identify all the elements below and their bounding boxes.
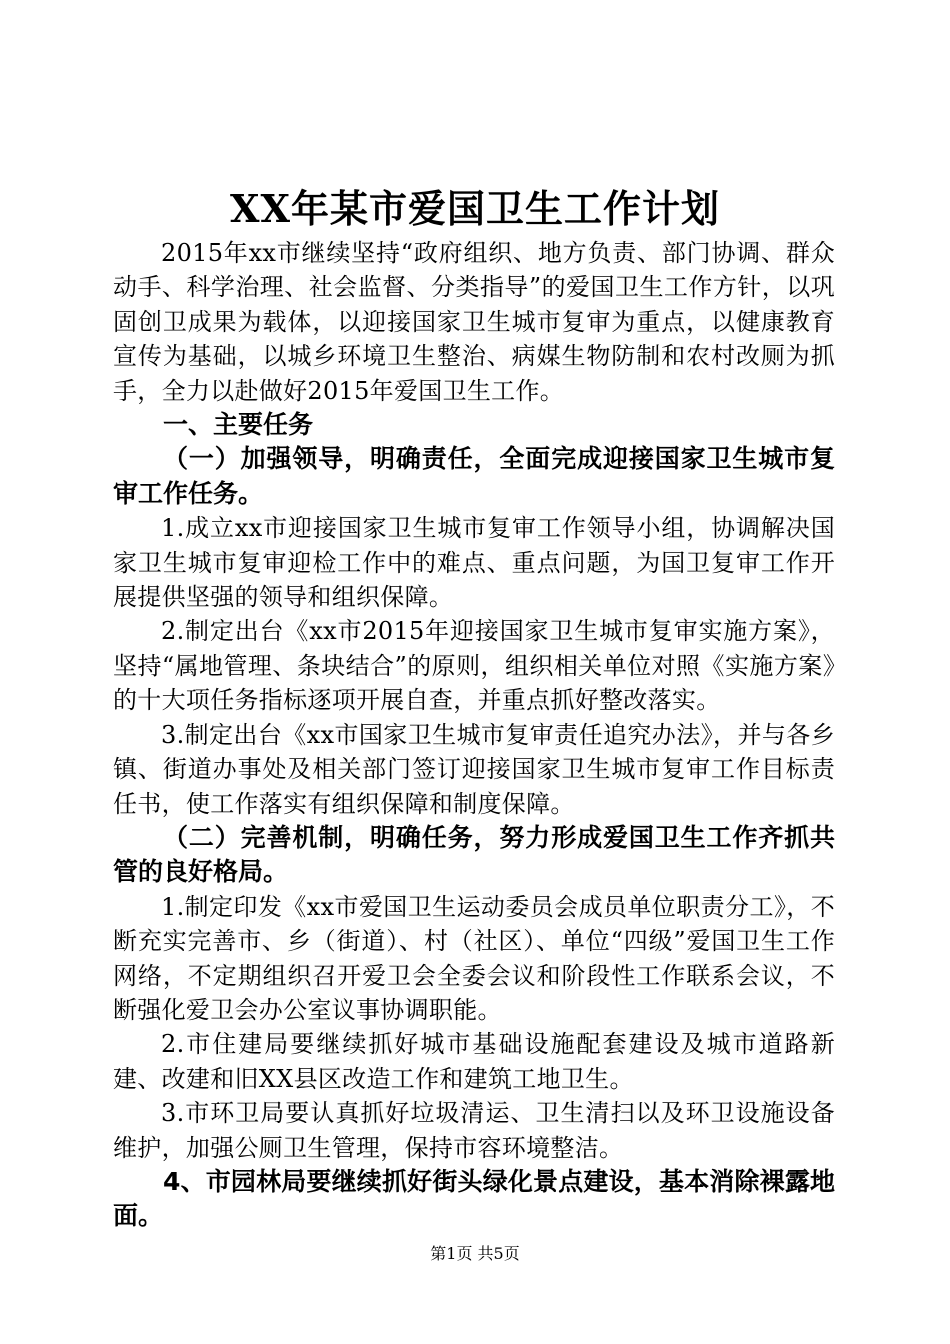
sub2-item-4: 4、市园林局要继续抓好街头绿化景点建设，基本消除裸露地面。 (113, 1166, 835, 1231)
sub2-item-1: 1.制定印发《xx市爱国卫生运动委员会成员单位职责分工》，不断充实完善市、乡（街道）、村（社区）、单位“四级”爱国卫生工作网络，不定期组织召开爱卫会全委会议和阶段性工作联系会议，不断强化爱卫会办公室议事协调职能。 (113, 892, 835, 1024)
sub1-item-2: 2.制定出台《xx市2015年迎接国家卫生城市复审实施方案》，坚持“属地管理、条块结合”的原则，组织相关单位对照《实施方案》的十大项任务指标逐项开展自查，并重点抓好整改落实。 (113, 617, 835, 715)
subsection-heading-2: （二）完善机制，明确任务，努力形成爱国卫生工作齐抓共管的良好格局。 (113, 822, 835, 887)
intro-paragraph: 2015年xx市继续坚持“政府组织、地方负责、部门协调、群众动手、科学治理、社会监督、分类指导”的爱国卫生工作方针，以巩固创卫成果为载体，以迎接国家卫生城市复审为重点，以健康教育宣传为基础，以城乡环境卫生整治、病媒生物防制和农村改厕为抓手，全力以赴做好2015年爱国卫生工作。 (113, 239, 835, 405)
sub2-item-2: 2.市住建局要继续抓好城市基础设施配套建设及城市道路新建、改建和旧XX县区改造工作和建筑工地卫生。 (113, 1030, 835, 1093)
document-title: XX年某市爱国卫生工作计划 (230, 186, 720, 231)
subsection-heading-1: （一）加强领导，明确责任，全面完成迎接国家卫生城市复审工作任务。 (113, 444, 835, 508)
document-body (113, 236, 835, 1234)
sub1-item-1: 1.成立xx市迎接国家卫生城市复审工作领导小组，协调解决国家卫生城市复审迎检工作中的难点、重点问题，为国卫复审工作开展提供坚强的领导和组织保障。 (113, 514, 835, 612)
sub2-item-3: 3.市环卫局要认真抓好垃圾清运、卫生清扫以及环卫设施设备维护，加强公厕卫生管理，保持市容环境整洁。 (113, 1099, 835, 1162)
section-heading-main-tasks: 一、主要任务 (163, 410, 314, 440)
page-footer: 第1页 共5页 (430, 1244, 520, 1263)
sub1-item-3: 3.制定出台《xx市国家卫生城市复审责任追究办法》，并与各乡镇、街道办事处及相关部门签订迎接国家卫生城市复审工作目标责任书，使工作落实有组织保障和制度保障。 (113, 720, 835, 818)
